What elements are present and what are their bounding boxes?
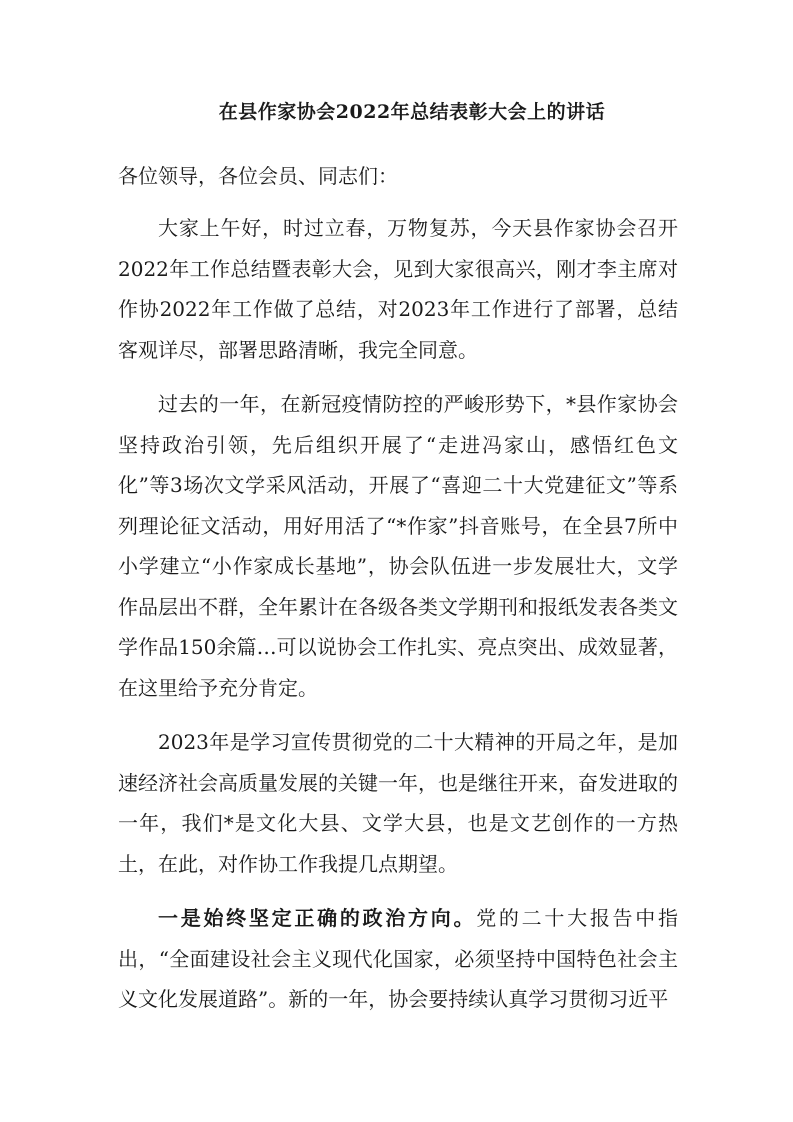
paragraph-text: 2023年是学习宣传贯彻党的二十大精神的开局之年，是加速经济社会高质量发展的关键一年，也是继往开来，奋发进取的一年，我们*是文化大县、文学大县，也是文艺创作的一方热土，在此，对作协工作我提几点期望。 [118, 730, 678, 876]
paragraph-text: 过去的一年，在新冠疫情防控的严峻形势下，*县作家协会坚持政治引领，先后组织开展了“走进冯家山，感悟红色文化”等3场次文学采风活动，开展了“喜迎二十大党建征文”等系列理论征文活动，用好用活了“*作家”抖音账号，在全县7所中小学建立“小作家成长基地”，协会队伍进一步发展壮大，文学作品层出不群，全年累计在各级各类文学期刊和报纸发表各类文学作品150余篇…可以说协会工作扎实、亮点突出、成效显著，在这里给予充分肯定。 [118, 392, 678, 700]
paragraph-lead-heading: 一是始终坚定正确的政治方向。 [158, 906, 477, 930]
salutation: 各位领导，各位会员、同志们： [118, 164, 398, 188]
paragraph-2023 [118, 722, 678, 884]
paragraph-past-year [118, 384, 678, 708]
paragraph-opening [118, 208, 678, 370]
document-page [118, 88, 678, 1020]
document-title: 在县作家协会2022年总结表彰大会上的讲话 [218, 101, 606, 123]
paragraph-point-one [118, 898, 678, 1020]
paragraph-text: 大家上午好，时过立春，万物复苏，今天县作家协会召开2022年工作总结暨表彰大会，见到大家很高兴，刚才李主席对作协2022年工作做了总结，对2023年工作进行了部署，总结客观详尽，部署思路清晰，我完全同意。 [118, 216, 678, 362]
paragraph-text: 党的二十大报告中指出，“全面建设社会主义现代化国家，必须坚持中国特色社会主义文化发展道路”。新的一年，协会要持续认真学习贯彻习近平 [118, 906, 679, 1011]
